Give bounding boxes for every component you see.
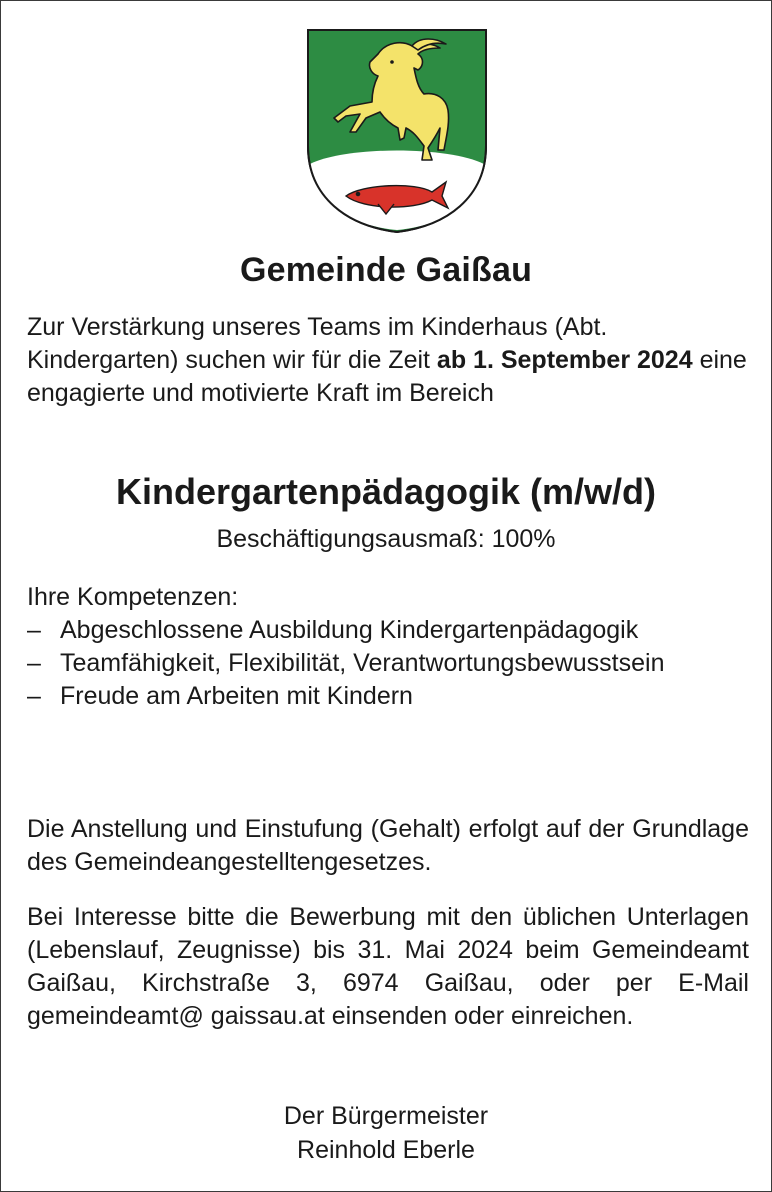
coat-of-arms-icon	[306, 28, 488, 234]
signature-name: Reinhold Eberle	[297, 1136, 475, 1164]
list-item	[27, 614, 749, 647]
intro-text-1: Zur Verstärkung unseres Teams im Kinderhaus (Abt. Kindergarten) suchen wir für die Zeit	[27, 313, 608, 374]
start-date: ab 1. September 2024	[436, 346, 693, 374]
dash-bullet: –	[27, 682, 41, 710]
signature-role: Der Bürgermeister	[283, 1102, 489, 1130]
competences-list	[27, 614, 749, 713]
list-item-text: Teamfähigkeit, Flexibilität, Verantwortungsbewusstsein	[60, 649, 665, 677]
position-title: Kindergartenpädagogik (m/w/d)	[115, 471, 657, 512]
list-item	[27, 647, 749, 680]
competences-heading: Ihre Kompetenzen:	[27, 583, 239, 611]
list-item	[27, 680, 749, 713]
competences-section	[27, 581, 749, 713]
dash-bullet: –	[27, 649, 41, 677]
employment-extent: Beschäftigungsausmaß: 100%	[216, 525, 556, 553]
application-paragraph: Bei Interesse bitte die Bewerbung mit den üblichen Unterlagen (Lebenslauf, Zeugnisse) bis 31. Mai 2024 beim Gemeindeamt Gaißau, Kirchstraße 3, 6974 Gaißau, oder per E-Mail gemeindeamt@ gaissau.at einsenden oder einreichen.	[27, 903, 749, 1030]
terms-paragraph: Die Anstellung und Einstufung (Gehalt) erfolgt auf der Grundlage des Gemeindeangestelltengesetzes.	[27, 815, 749, 876]
signature-block	[1, 1099, 771, 1167]
intro-text-2: eine engagierte und motivierte Kraft im Bereich	[27, 346, 747, 407]
list-item-text: Freude am Arbeiten mit Kindern	[60, 682, 413, 710]
intro-paragraph	[27, 311, 749, 410]
municipality-title: Gemeinde Gaißau	[239, 251, 533, 289]
list-item-text: Abgeschlossene Ausbildung Kindergartenpädagogik	[60, 616, 639, 644]
dash-bullet: –	[27, 616, 41, 644]
